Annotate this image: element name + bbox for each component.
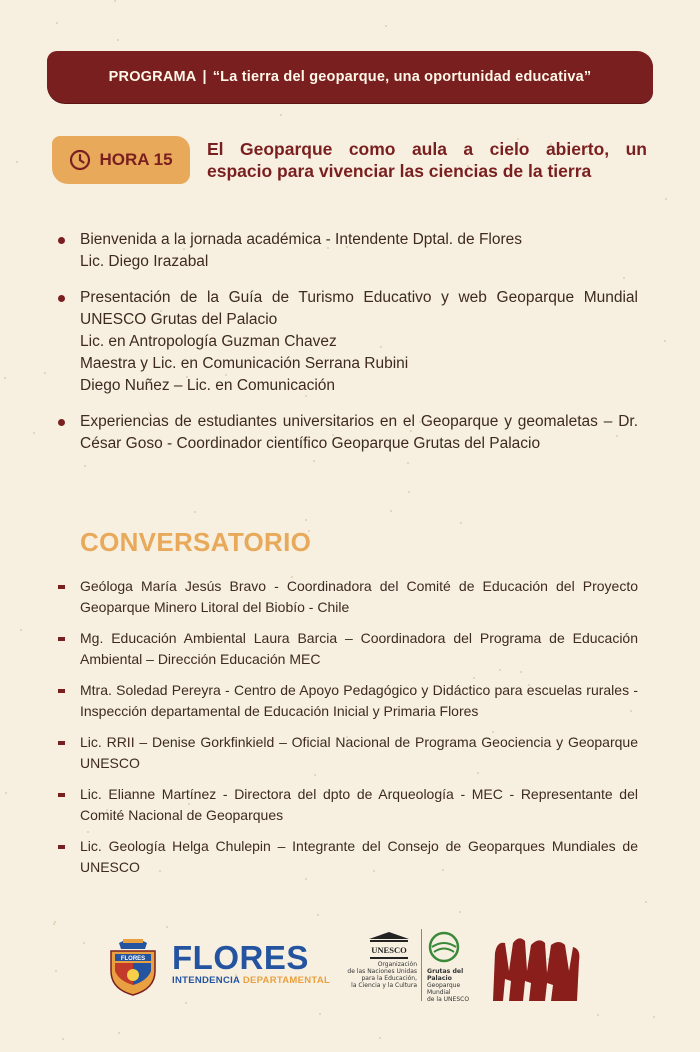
banner-label: PROGRAMA (108, 69, 197, 85)
program-item-line: Maestra y Lic. en Comunicación Serrana Rubini (80, 355, 409, 372)
program-item-line: Lic. Diego Irazabal (80, 253, 209, 270)
background-speck (5, 792, 7, 794)
speaker-text: Mtra. Soledad Pereyra - Centro de Apoyo Pedagógico y Didáctico para escuelas rurales - Inspección departamental de Educación Inicial y Primaria Flores (80, 682, 638, 719)
speaker-item (58, 680, 638, 722)
background-speck (56, 22, 58, 24)
unesco-caption: Organización (377, 961, 417, 968)
grutas-caption: de la UNESCO (427, 996, 470, 1003)
program-banner (47, 51, 653, 103)
background-speck (280, 114, 282, 116)
background-speck (194, 511, 196, 513)
hour-label: HORA 15 (99, 150, 173, 169)
program-item (58, 229, 638, 273)
clock-icon (69, 149, 91, 171)
program-item-line: Diego Nuñez – Lic. en Comunicación (80, 377, 336, 394)
bullet-icon (58, 637, 65, 641)
unesco-temple-icon (367, 931, 411, 961)
shield-text: FLORES (120, 956, 146, 962)
background-speck (317, 914, 319, 916)
bullet-icon (58, 793, 65, 797)
background-speck (645, 901, 647, 903)
background-speck (379, 1037, 381, 1039)
program-item (58, 287, 638, 397)
flores-wordmark (172, 941, 330, 986)
session-title-line: El Geoparque como aula a cielo abierto, un (207, 139, 647, 159)
background-speck (20, 629, 22, 631)
bullet-icon (58, 689, 65, 693)
grutas-caption: Geoparque (427, 982, 461, 989)
program-item-line: Lic. en Antropología Guzman Chavez (80, 333, 337, 350)
flores-title: FLORES (172, 939, 309, 976)
background-speck (385, 25, 387, 27)
bullet-icon (58, 741, 65, 745)
background-speck (33, 432, 35, 434)
session-title-line: espacio para vivenciar las ciencias de la tierra (207, 161, 592, 181)
background-speck (62, 1038, 64, 1040)
background-speck (117, 39, 119, 41)
speaker-text: Lic. Elianne Martínez - Directora del dpto de Arqueología - MEC - Representante del Comité Nacional de Geoparques (80, 786, 638, 823)
bullet-icon (58, 237, 65, 244)
unesco-caption: para la Educación, (361, 975, 417, 982)
unesco-caption: la Ciencia y la Cultura (351, 982, 417, 989)
speaker-text: Lic. Geología Helga Chulepin – Integrante del Consejo de Geoparques Mundiales de UNESCO (80, 838, 638, 875)
banner-separator: | (202, 69, 207, 85)
program-item (58, 411, 638, 455)
grutas-caption: Mundial (427, 989, 451, 996)
unesco-wordmark: UNESCO (371, 945, 407, 955)
bullet-icon (58, 585, 65, 589)
background-speck (4, 377, 6, 379)
background-speck (118, 1032, 120, 1034)
bullet-icon (58, 845, 65, 849)
banner-theme: “La tierra del geoparque, una oportunidad educativa” (212, 69, 592, 85)
hour-badge (52, 136, 190, 184)
bullet-icon (58, 419, 65, 426)
speaker-text: Geóloga María Jesús Bravo - Coordinadora del Comité de Educación del Proyecto Geoparque Minero Litoral del Biobío - Chile (80, 578, 638, 615)
grutas-logo (427, 931, 487, 1003)
background-speck (305, 519, 307, 521)
geopark-globe-icon (427, 931, 465, 963)
session-title (207, 138, 647, 182)
background-speck (44, 372, 46, 374)
bullet-icon (58, 295, 65, 302)
background-speck (408, 491, 410, 493)
background-speck (460, 522, 462, 524)
background-speck (664, 340, 666, 342)
program-list (58, 229, 638, 469)
grutas-rock-logo (489, 931, 583, 1005)
program-item-line: Bienvenida a la jornada académica - Intendente Dptal. de Flores (80, 231, 523, 248)
background-speck (665, 198, 667, 200)
flores-subtitle: INTENDENCIA DEPARTAMENTAL (172, 975, 331, 986)
conversatorio-list (58, 576, 638, 888)
program-item-line: Presentación de la Guía de Turismo Educativo y web Geoparque Mundial UNESCO Grutas del Palacio (80, 289, 638, 328)
speaker-item (58, 784, 638, 826)
unesco-caption: de las Naciones Unidas (347, 968, 417, 975)
background-speck (390, 510, 392, 512)
background-speck (114, 0, 116, 2)
logo-footer (0, 925, 700, 1015)
logo-divider (421, 929, 422, 1001)
speaker-item (58, 732, 638, 774)
background-speck (653, 1016, 655, 1018)
speaker-text: Mg. Educación Ambiental Laura Barcia – Coordinadora del Programa de Educación Ambiental – Dirección Educación MEC (80, 630, 638, 667)
program-item-line: Experiencias de estudiantes universitarios en el Geoparque y geomaletas – Dr. César Goso - Coordinador científico Geoparque Grutas del Palacio (80, 413, 638, 452)
speaker-item (58, 576, 638, 618)
unesco-logo (345, 931, 417, 989)
conversatorio-heading: CONVERSATORIO (80, 527, 312, 557)
grutas-caption: Grutas del Palacio (427, 968, 464, 982)
speaker-item (58, 836, 638, 878)
background-speck (459, 911, 461, 913)
speaker-text: Lic. RRII – Denise Gorkfinkield – Oficial Nacional de Programa Geociencia y Geoparque UNESCO (80, 734, 638, 771)
speaker-item (58, 628, 638, 670)
flores-shield-logo (105, 933, 161, 997)
background-speck (16, 161, 18, 163)
